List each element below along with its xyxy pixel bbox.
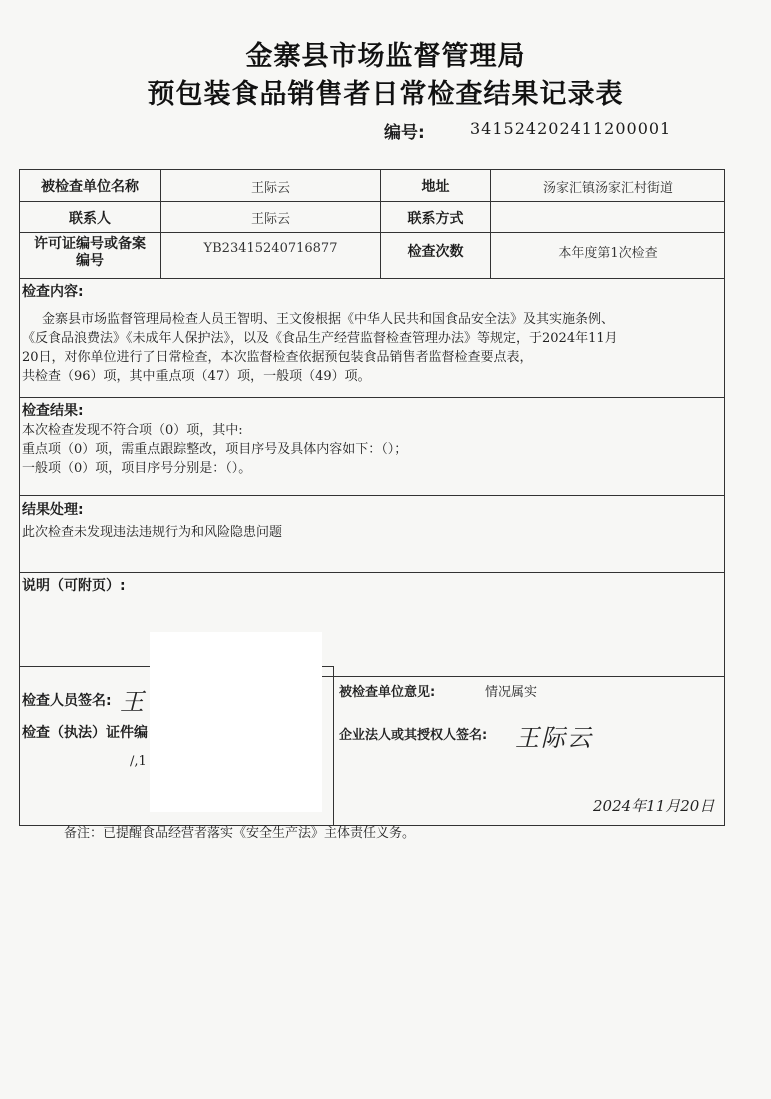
row-divider xyxy=(19,201,725,202)
row-divider xyxy=(19,278,725,279)
handling-text: 此次检查未发现违法违规行为和风险隐患问题 xyxy=(22,525,283,540)
address-label: 地址 xyxy=(421,179,450,195)
contact-label: 联系人 xyxy=(69,211,111,227)
section-divider xyxy=(19,495,725,496)
row-divider xyxy=(19,232,725,233)
phone-label: 联系方式 xyxy=(407,211,464,227)
result-label: 检查结果: xyxy=(22,403,84,419)
section-divider xyxy=(19,572,725,573)
handling-label: 结果处理: xyxy=(22,502,84,518)
content-line-2: 《反食品浪费法》《未成年人保护法》，以及《食品生产经营监督检查管理办法》等规定，于2024年11月 xyxy=(22,331,618,346)
form-title: 预包装食品销售者日常检查结果记录表 xyxy=(147,79,624,110)
serial-number: 341524202411200001 xyxy=(470,119,672,138)
result-line-3: 一般项（0）项，项目序号分别是：（）。 xyxy=(22,461,252,476)
address-value: 汤家汇镇汤家汇村街道 xyxy=(542,181,673,196)
signature-divider xyxy=(333,666,334,826)
opinion-value: 情况属实 xyxy=(485,685,538,700)
section-divider xyxy=(19,397,725,398)
unit-name-value: 王际云 xyxy=(250,181,290,196)
note-label: 说明（可附页）: xyxy=(22,578,126,594)
content-line-4: 共检查（96）项，其中重点项（47）项，一般项（49）项。 xyxy=(22,369,371,384)
inspector-signature: 王 xyxy=(120,688,144,716)
content-label: 检查内容: xyxy=(22,284,84,300)
inspection-count-value: 本年度第1次检查 xyxy=(558,246,658,261)
page-title: 金寨县市场监督管理局 xyxy=(245,41,526,72)
serial-label: 编号: xyxy=(384,123,425,143)
cert-number-label: 检查（执法）证件编 xyxy=(22,725,148,741)
result-line-1: 本次检查发现不符合项（0）项，其中: xyxy=(22,423,243,438)
section-divider xyxy=(322,676,725,677)
license-value: YB23415240716877 xyxy=(203,241,338,256)
license-label xyxy=(20,236,160,270)
remark: 备注：已提醒食品经营者落实《安全生产法》主体责任义务。 xyxy=(64,826,416,841)
result-line-2: 重点项（0）项，需重点跟踪整改，项目序号及具体内容如下：（）； xyxy=(22,442,408,457)
cert-number-partial: /,1 xyxy=(130,754,147,769)
redaction-block xyxy=(150,632,322,812)
inspection-count-label: 检查次数 xyxy=(407,244,464,260)
license-label-line2: 编号 xyxy=(76,253,104,269)
contact-value: 王际云 xyxy=(250,212,290,227)
content-line-1: 金寨县市场监督管理局检查人员王智明、王文俊根据《中华人民共和国食品安全法》及其实施条例、 xyxy=(42,312,615,327)
legal-sign-label: 企业法人或其授权人签名: xyxy=(339,728,488,743)
content-line-3: 20日，对你单位进行了日常检查，本次监督检查依据预包装食品销售者监督检查要点表， xyxy=(22,350,533,365)
inspector-sign-label: 检查人员签名: xyxy=(22,693,112,709)
unit-name-label: 被检查单位名称 xyxy=(41,179,139,195)
license-label-line1: 许可证编号或备案 xyxy=(34,236,146,252)
sign-date: 2024年11月20日 xyxy=(593,797,715,815)
legal-signature: 王际云 xyxy=(515,724,593,752)
opinion-label: 被检查单位意见: xyxy=(339,685,436,700)
